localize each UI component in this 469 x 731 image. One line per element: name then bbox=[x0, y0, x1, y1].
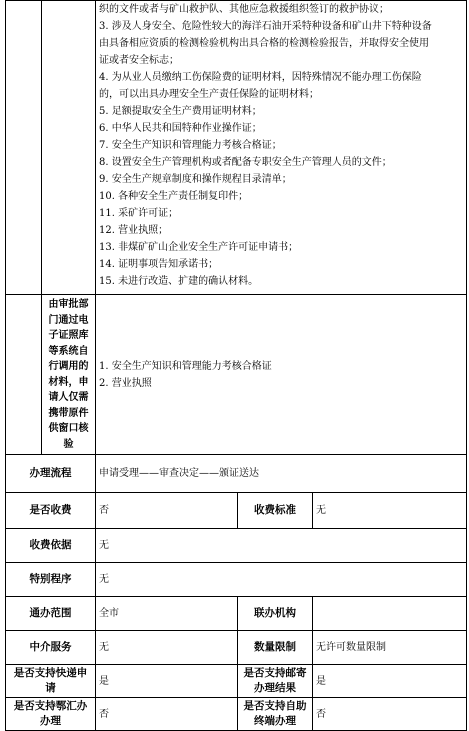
shared-item: 1. 安全生产知识和管理能力考核合格证 bbox=[99, 360, 272, 372]
materials-line: 15. 未进行改造、扩建的确认材料。 bbox=[99, 276, 259, 287]
fee-basis-row bbox=[6, 529, 467, 563]
joint-agency-value bbox=[313, 597, 467, 631]
fee-basis-label: 收费依据 bbox=[6, 529, 96, 563]
fee-label: 是否收费 bbox=[6, 493, 96, 529]
materials-line: 8. 设置安全生产管理机构或者配备专职安全生产管理人员的文件； bbox=[99, 157, 392, 168]
materials-line: 11. 采矿许可证； bbox=[99, 208, 179, 219]
quantity-limit-value: 无许可数量限制 bbox=[313, 631, 467, 665]
materials-line: 由具备相应资质的检测检验机构出具合格的检测检验报告，并取得安全使用 bbox=[99, 38, 429, 49]
materials-line: 证或者安全标志； bbox=[99, 55, 179, 66]
materials-list-cell bbox=[96, 1, 467, 295]
fee-row bbox=[6, 493, 467, 529]
materials-line: 3. 涉及人身安全、危险性较大的海洋石油开采特种设备和矿山井下特种设备 bbox=[99, 21, 432, 32]
shared-item: 2. 营业执照 bbox=[99, 377, 152, 389]
special-procedure-label: 特别程序 bbox=[6, 563, 96, 597]
service-info-table bbox=[5, 0, 467, 731]
materials-line: 织的文件或者与矿山救护队、其他应急救援组织签订的救护协议； bbox=[99, 4, 389, 15]
self-service-label: 是否支持自助终端办理 bbox=[238, 698, 313, 731]
mail-result-value: 是 bbox=[313, 665, 467, 698]
mail-result-label: 是否支持邮寄办理结果 bbox=[238, 665, 313, 698]
self-service-value: 否 bbox=[313, 698, 467, 731]
materials-line: 9. 安全生产规章制度和操作规程目录清单； bbox=[99, 174, 292, 185]
materials-line: 13. 非煤矿矿山企业安全生产许可证申请书； bbox=[99, 242, 299, 253]
special-procedure-row bbox=[6, 563, 467, 597]
joint-agency-label: 联办机构 bbox=[238, 597, 313, 631]
empty-label-cell bbox=[6, 295, 42, 455]
express-label: 是否支持快递申请 bbox=[6, 665, 96, 698]
scope-label: 通办范围 bbox=[6, 597, 96, 631]
materials-line: 的，可以出具办理安全生产责任保险的证明材料； bbox=[99, 89, 319, 100]
process-value: 申请受理——审查决定——颁证送达 bbox=[96, 455, 467, 493]
process-row bbox=[6, 455, 467, 493]
materials-line: 14. 证明事项告知承诺书； bbox=[99, 259, 219, 270]
ehui-row bbox=[6, 698, 467, 731]
empty-label-cell bbox=[6, 1, 42, 295]
scope-value: 全市 bbox=[96, 597, 238, 631]
shared-materials-row bbox=[6, 295, 467, 455]
agency-label: 中介服务 bbox=[6, 631, 96, 665]
ehui-value: 否 bbox=[96, 698, 238, 731]
express-row bbox=[6, 665, 467, 698]
materials-line: 6. 中华人民共和国特种作业操作证； bbox=[99, 123, 262, 134]
process-label: 办理流程 bbox=[6, 455, 96, 493]
materials-line: 12. 营业执照； bbox=[99, 225, 169, 236]
materials-list-row bbox=[6, 1, 467, 295]
agency-row bbox=[6, 631, 467, 665]
quantity-limit-label: 数量限制 bbox=[238, 631, 313, 665]
materials-line: 5. 足额提取安全生产费用证明材料； bbox=[99, 106, 262, 117]
express-value: 是 bbox=[96, 665, 238, 698]
fee-value: 否 bbox=[96, 493, 238, 529]
fee-standard-label: 收费标准 bbox=[238, 493, 313, 529]
shared-materials-label: 由审批部门通过电子证照库等系统自行调用的材料，申请人仅需携带原件供窗口核验 bbox=[42, 295, 96, 455]
shared-materials-cell bbox=[96, 295, 467, 455]
materials-line: 4. 为从业人员缴纳工伤保险费的证明材料，因特殊情况不能办理工伤保险 bbox=[99, 72, 422, 83]
scope-row bbox=[6, 597, 467, 631]
materials-line: 10. 各种安全生产责任制复印件； bbox=[99, 191, 249, 202]
special-procedure-value: 无 bbox=[96, 563, 467, 597]
empty-sublabel-cell bbox=[42, 1, 96, 295]
fee-basis-value: 无 bbox=[96, 529, 467, 563]
ehui-label: 是否支持鄂汇办办理 bbox=[6, 698, 96, 731]
materials-line: 7. 安全生产知识和管理能力考核合格证； bbox=[99, 140, 282, 151]
fee-standard-value: 无 bbox=[313, 493, 467, 529]
agency-value: 无 bbox=[96, 631, 238, 665]
